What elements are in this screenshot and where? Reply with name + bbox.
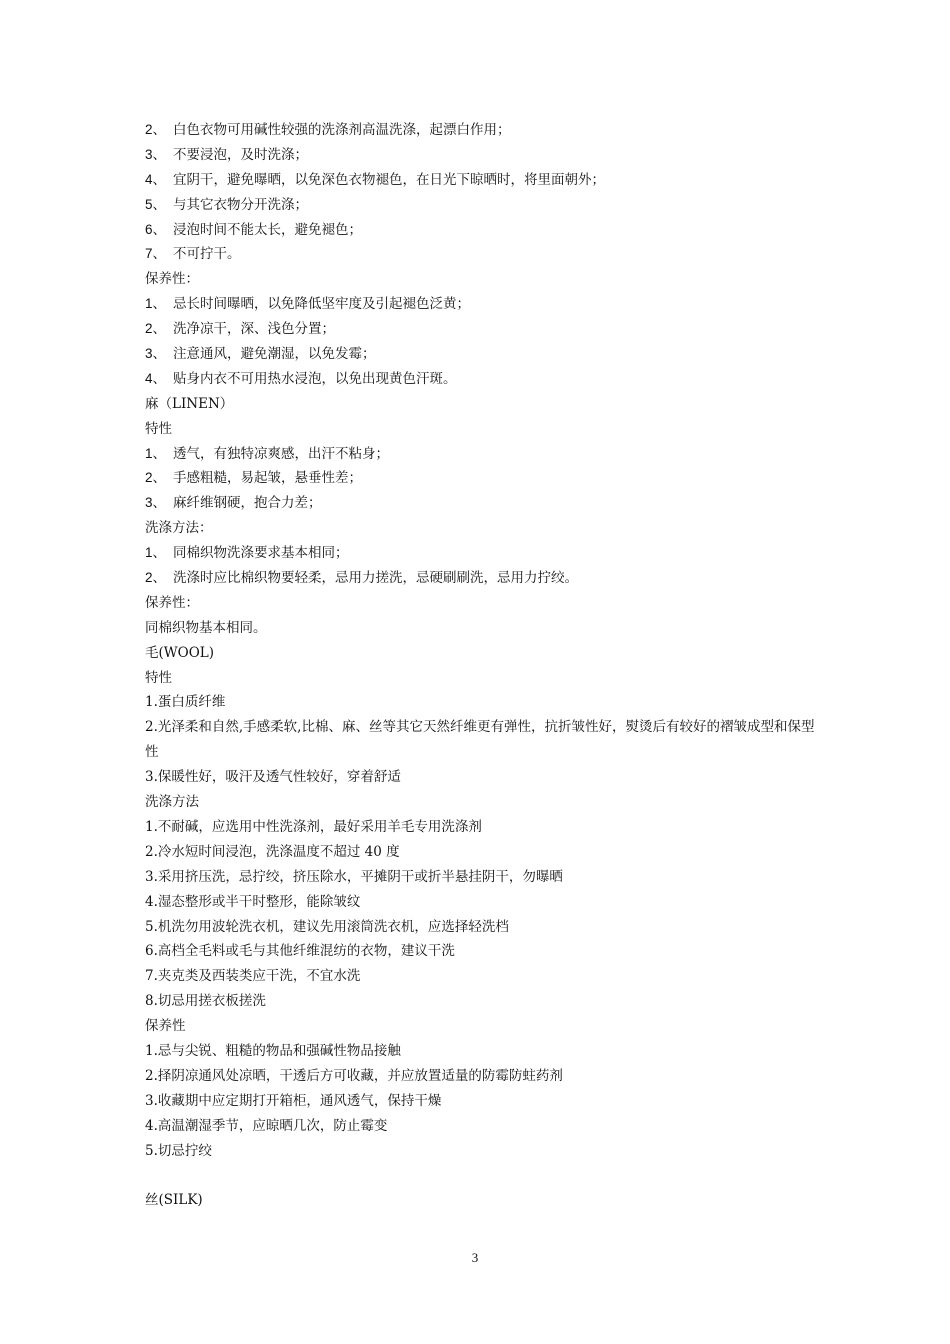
list-item: 3.采用挤压洗，忌拧绞，挤压除水，平摊阴干或折半悬挂阴干，勿曝晒 bbox=[145, 868, 563, 885]
linen-features-list bbox=[145, 442, 825, 517]
item-number: 4、 bbox=[145, 370, 167, 386]
list-item: 1.不耐碱，应选用中性洗涤剂，最好采用羊毛专用洗涤剂 bbox=[145, 818, 482, 835]
list-item: 3.收藏期中应定期打开箱柜，通风透气，保持干燥 bbox=[145, 1092, 442, 1109]
list-item bbox=[145, 491, 825, 516]
list-item: 2.光泽柔和自然,手感柔软,比棉、麻、丝等其它天然纤维更有弹性，抗折皱性好，熨烫后有较好的褶皱成型和保型性 bbox=[145, 719, 815, 761]
list-item bbox=[145, 292, 825, 317]
page-number: 3 bbox=[471, 1250, 479, 1265]
item-number: 2、 bbox=[145, 470, 167, 486]
item-number: 2、 bbox=[145, 321, 167, 337]
item-number: 3、 bbox=[145, 495, 167, 511]
list-item bbox=[145, 168, 825, 193]
list-item bbox=[145, 367, 825, 392]
list-item: 3.保暖性好，吸汗及透气性较好，穿着舒适 bbox=[145, 769, 401, 786]
item-text: 忌长时间曝晒，以免降低坚牢度及引起褪色泛黄； bbox=[173, 296, 470, 313]
list-item: 6.高档全毛料或毛与其他纤维混纺的衣物，建议干洗 bbox=[145, 943, 455, 960]
silk-title: 丝(SILK) bbox=[145, 1192, 203, 1209]
linen-wash-heading: 洗涤方法： bbox=[145, 520, 213, 537]
list-item: 5.机洗勿用波轮洗衣机，建议先用滚筒洗衣机，应选择轻洗档 bbox=[145, 918, 509, 935]
item-text: 与其它衣物分开洗涤； bbox=[173, 196, 308, 213]
item-text: 透气，有独特凉爽感，出汗不粘身； bbox=[173, 445, 389, 462]
item-number: 1、 bbox=[145, 296, 167, 312]
list-item: 4.湿态整形或半干时整形，能除皱纹 bbox=[145, 893, 361, 910]
list-item: 2.冷水短时间浸泡，洗涤温度不超过 40 度 bbox=[145, 843, 400, 860]
list-item bbox=[145, 541, 825, 566]
list-item: 5.切忌拧绞 bbox=[145, 1142, 212, 1159]
item-number: 3、 bbox=[145, 346, 167, 362]
cotton-care-list bbox=[145, 292, 825, 392]
list-item bbox=[145, 466, 825, 491]
cotton-care-heading: 保养性： bbox=[145, 271, 199, 288]
linen-care-text: 同棉织物基本相同。 bbox=[145, 619, 267, 636]
wool-wash-list bbox=[145, 815, 825, 1014]
item-text: 洗涤时应比棉织物要轻柔，忌用力搓洗，忌硬刷刷洗，忌用力拧绞。 bbox=[173, 570, 578, 587]
item-text: 同棉织物洗涤要求基本相同； bbox=[173, 545, 349, 562]
item-number: 2、 bbox=[145, 570, 167, 586]
list-item: 1.忌与尖锐、粗糙的物品和强碱性物品接触 bbox=[145, 1042, 401, 1059]
list-item: 1.蛋白质纤维 bbox=[145, 694, 226, 711]
wool-care-list bbox=[145, 1039, 825, 1163]
item-text: 浸泡时间不能太长，避免褪色； bbox=[173, 221, 362, 238]
linen-wash-list bbox=[145, 541, 825, 591]
item-number: 1、 bbox=[145, 445, 167, 461]
item-number: 2、 bbox=[145, 122, 167, 137]
linen-care-heading: 保养性： bbox=[145, 594, 199, 611]
list-item bbox=[145, 242, 825, 267]
item-number: 7、 bbox=[145, 246, 167, 262]
list-item bbox=[145, 118, 825, 143]
item-number: 6、 bbox=[145, 221, 167, 237]
item-text: 洗净凉干，深、浅色分置； bbox=[173, 321, 335, 338]
linen-title: 麻（LINEN） bbox=[145, 395, 234, 412]
list-item bbox=[145, 566, 825, 591]
item-text: 不可拧干。 bbox=[173, 246, 241, 263]
item-text: 不要浸泡，及时洗涤； bbox=[173, 146, 308, 163]
item-text: 白色衣物可用碱性较强的洗涤剂高温洗涤，起漂白作用； bbox=[173, 122, 511, 138]
item-number: 3、 bbox=[145, 146, 167, 162]
list-item bbox=[145, 193, 825, 218]
list-item: 8.切忌用搓衣板搓洗 bbox=[145, 993, 266, 1010]
wool-features-list bbox=[145, 690, 825, 790]
item-text: 贴身内衣不可用热水浸泡，以免出现黄色汗斑。 bbox=[173, 370, 457, 387]
item-text: 宜阴干，避免曝晒，以免深色衣物褪色，在日光下晾晒时，将里面朝外； bbox=[173, 171, 605, 188]
item-text: 麻纤维钢硬，抱合力差； bbox=[173, 495, 322, 512]
item-number: 5、 bbox=[145, 196, 167, 212]
list-item bbox=[145, 143, 825, 168]
cotton-wash-list bbox=[145, 118, 825, 267]
item-text: 手感粗糙，易起皱，悬垂性差； bbox=[173, 470, 362, 487]
item-number: 4、 bbox=[145, 171, 167, 187]
document-body bbox=[145, 118, 825, 1213]
wool-wash-heading: 洗涤方法 bbox=[145, 794, 199, 811]
list-item bbox=[145, 342, 825, 367]
wool-care-heading: 保养性 bbox=[145, 1018, 186, 1035]
list-item bbox=[145, 317, 825, 342]
list-item bbox=[145, 442, 825, 467]
linen-features-heading: 特性 bbox=[145, 420, 172, 437]
wool-title: 毛(WOOL) bbox=[145, 644, 215, 661]
item-number: 1、 bbox=[145, 545, 167, 561]
item-text: 注意通风，避免潮湿，以免发霉； bbox=[173, 346, 376, 363]
blank-line bbox=[145, 1163, 825, 1188]
list-item: 7.夹克类及西装类应干洗，不宜水洗 bbox=[145, 968, 361, 985]
wool-features-heading: 特性 bbox=[145, 669, 172, 686]
list-item bbox=[145, 218, 825, 243]
list-item: 4.高温潮湿季节，应晾晒几次，防止霉变 bbox=[145, 1117, 388, 1134]
list-item: 2.择阴凉通风处凉晒，干透后方可收藏，并应放置适量的防霉防蛀药剂 bbox=[145, 1067, 563, 1084]
